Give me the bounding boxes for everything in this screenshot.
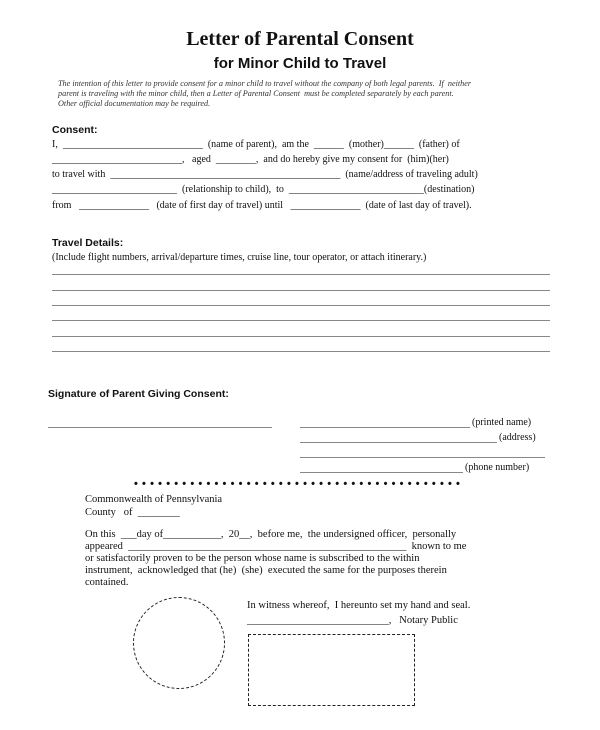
consent-line-2: __________________________, aged ________, and do hereby give my consent for (him)(her) bbox=[52, 154, 449, 165]
seal-circle-placeholder bbox=[133, 597, 225, 689]
notary-line-1: On this ___day of___________, 20__, before me, the undersigned officer, personally bbox=[85, 529, 457, 540]
phone-label: (phone number) bbox=[465, 462, 530, 473]
address-line-2[interactable] bbox=[300, 457, 545, 458]
consent-line-4: _________________________ (relationship to child), to ___________________________(destination) bbox=[52, 184, 475, 195]
intro-line-1: The intention of this letter to provide consent for a minor child to travel without the company of both legal parents. If neither bbox=[58, 79, 472, 88]
notary-line-3: or satisfactorily proven to be the person whose name is subscribed to the within bbox=[85, 553, 420, 564]
notary-line-2: appeared _____________________________________________________ known to me bbox=[85, 541, 467, 552]
signature-heading: Signature of Parent Giving Consent: bbox=[48, 388, 229, 400]
intro-line-3: Other official documentation may be required. bbox=[58, 99, 211, 108]
travel-heading: Travel Details: bbox=[52, 237, 124, 249]
printed-name-label: (printed name) bbox=[472, 417, 532, 428]
intro-line-2: parent is traveling with the minor child, then a Letter of Parental Consent must be completed separately by each parent. bbox=[58, 89, 454, 98]
county-label: County of ________ bbox=[85, 507, 180, 518]
travel-line[interactable] bbox=[52, 336, 550, 337]
travel-line[interactable] bbox=[52, 290, 550, 291]
travel-line[interactable] bbox=[52, 305, 550, 306]
document-title: Letter of Parental Consent bbox=[186, 28, 414, 50]
notary-line-5: contained. bbox=[85, 577, 129, 588]
address-line[interactable] bbox=[300, 442, 497, 443]
consent-line-5: from ______________ (date of first day of travel) until ______________ (date of last day of travel). bbox=[52, 200, 472, 211]
dotted-divider: ••••••••••••••••••••••••••••••••••••••••• bbox=[134, 478, 465, 490]
address-label: (address) bbox=[499, 432, 536, 443]
travel-note: (Include flight numbers, arrival/departure times, cruise line, tour operator, or attach itinerary.) bbox=[52, 252, 427, 263]
document-subtitle: for Minor Child to Travel bbox=[213, 55, 387, 72]
travel-line[interactable] bbox=[52, 351, 550, 352]
consent-line-3: to travel with ______________________________________________ (name/address of traveling adult) bbox=[52, 169, 478, 180]
printed-name-line[interactable] bbox=[300, 427, 470, 428]
notary-line-4: instrument, acknowledged that (he) (she) executed the same for the purposes therein bbox=[85, 565, 447, 576]
notary-public-line: ___________________________, Notary Public bbox=[247, 615, 458, 626]
signature-line[interactable] bbox=[48, 427, 272, 428]
travel-line[interactable] bbox=[52, 320, 550, 321]
consent-line-1: I, ____________________________ (name of parent), am the ______ (mother)______ (father) of bbox=[52, 139, 460, 150]
consent-heading: Consent: bbox=[52, 124, 98, 136]
seal-box-placeholder bbox=[248, 634, 415, 706]
travel-line[interactable] bbox=[52, 274, 550, 275]
commonwealth-label: Commonwealth of Pennsylvania bbox=[85, 494, 223, 505]
witness-text: In witness whereof, I hereunto set my hand and seal. bbox=[247, 600, 471, 611]
phone-line[interactable] bbox=[300, 472, 463, 473]
